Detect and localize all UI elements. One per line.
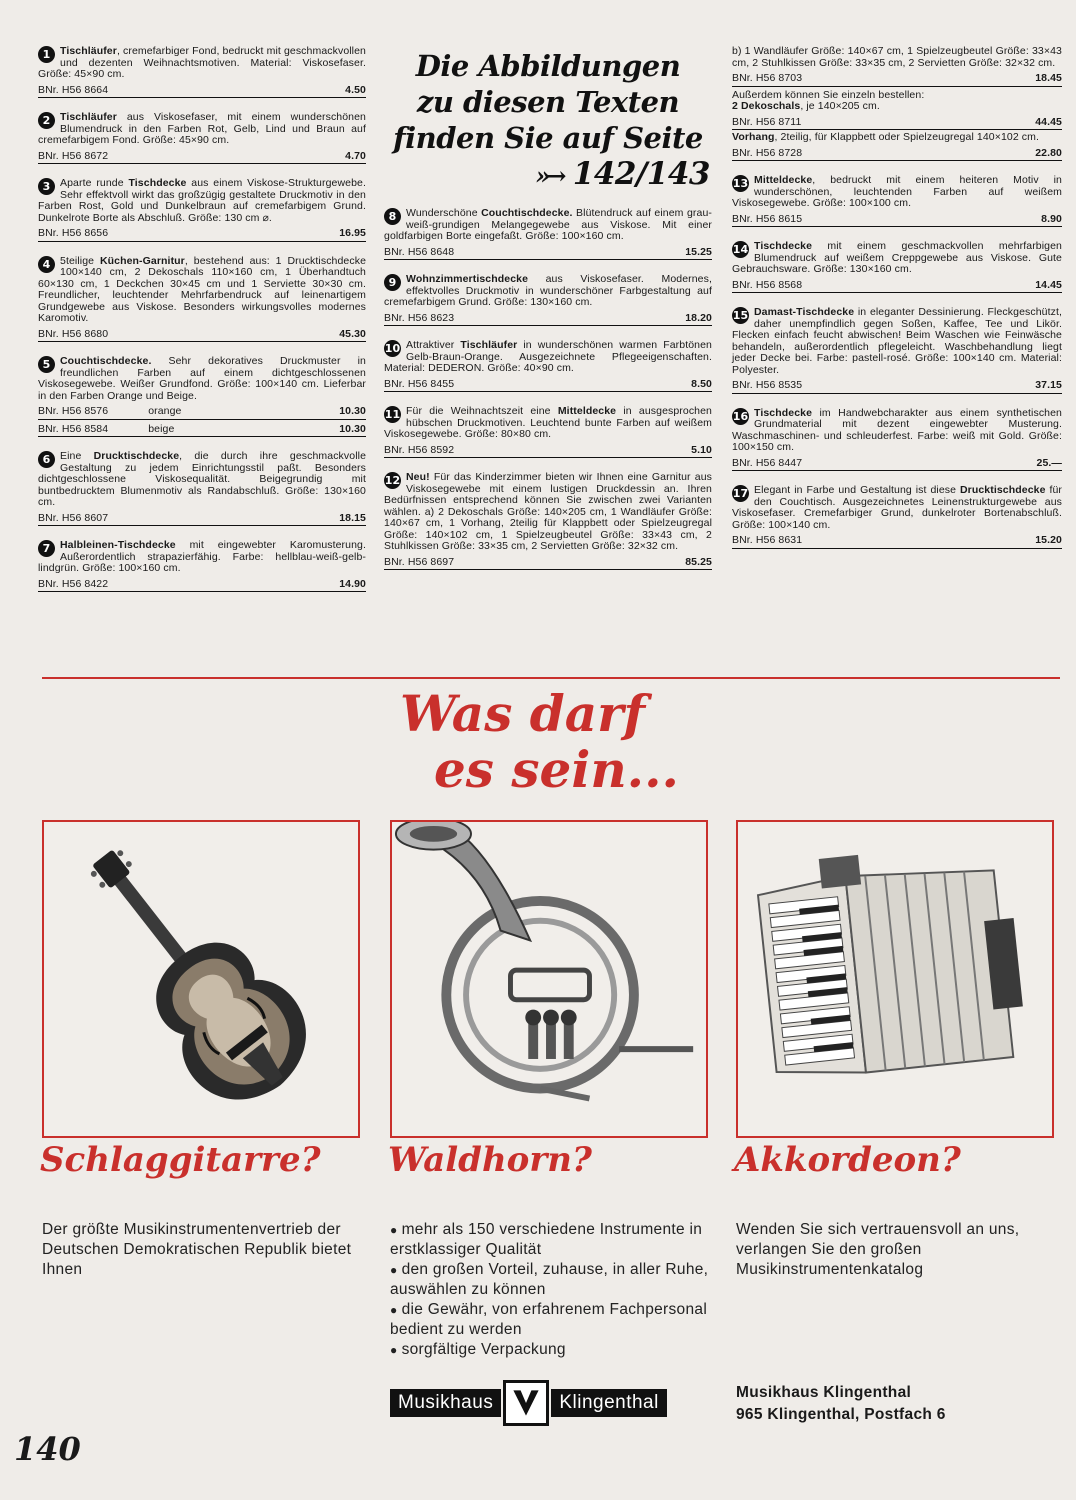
slogan-line-2: es sein...	[434, 740, 679, 799]
item-description	[732, 485, 1062, 531]
extra-note: Außerdem können Sie einzeln bestellen:	[732, 88, 925, 101]
price: 18.15	[339, 511, 366, 524]
item-description	[38, 356, 366, 402]
price: 25.—	[1036, 456, 1062, 469]
item-description	[384, 472, 712, 553]
item-title: Couchtischdecke.	[60, 355, 152, 367]
item-text: , bestehend aus: 1 Drucktischdecke 100×140 cm, 2 Dekoschals 110×160 cm, 1 Überhandtuch 60×130 cm, 1 Deckchen 30×45 cm und 1 Serviette 30×30 cm. Freundlicher, leuchtender Mehrfarbendruck auf leinenartigem Grundgewebe aus Viskose. Besonders wirkungsvolles modernes Karomotiv.	[38, 254, 367, 324]
item-description	[384, 406, 712, 441]
headline-line-1: Die Abbildungen	[415, 49, 681, 83]
item-title: Tischdecke	[754, 240, 813, 252]
item-text: in eleganter Dessinierung. Fleckgeschützt, daher unempfindlich gegen Soßen, Kaffee, Tee und Likör. Flecken einfach feucht abwischen! Beim Waschen wie Feinwäsche behandeln, außerordentlich pflegeleicht. Waschbehandlung liegt jeder Decke bei. Farbe: pastell-rosé. Größe: 100×140 cm. Material: Polyester.	[732, 306, 1062, 376]
benefit-item: ● sorgfältige Verpackung	[390, 1340, 720, 1360]
order-row	[732, 69, 1062, 87]
item-text: im Handwebcharakter aus einem synthetischen Grundmaterial mit dezent eingewebter Musterung. Waschmaschinen- und schleuderfest. Farbe: weiß mit Gold. Größe: 100×150 cm.	[732, 406, 1062, 453]
intro-text: Der größte Musikinstrumentenvertrieb der Deutschen Demokratischen Republik bietet Ihnen	[42, 1221, 352, 1278]
ad-slogan	[400, 686, 700, 798]
headline-line-3: finden Sie auf Seite	[393, 121, 703, 155]
logo-left-text: Musikhaus	[390, 1389, 501, 1417]
order-row	[38, 509, 366, 527]
item-text: in wunderschönen warmen Farbtönen Gelb-Braun-Orange. Ausgezeichnete Pflegeeigenschaften. Material: DEDERON. Größe: 40×90 cm.	[384, 339, 712, 374]
question-accordion: Akkordeon?	[734, 1140, 961, 1180]
order-row	[384, 309, 712, 327]
item-title: Küchen-Garnitur	[99, 254, 185, 267]
item-title: Tischläufer	[60, 111, 117, 123]
order-number: BNr. H56 8576	[38, 405, 109, 417]
price: 37.15	[1035, 379, 1062, 391]
item-number-badge: 13	[732, 177, 749, 190]
price: 10.30	[339, 405, 366, 417]
item-number-badge: 8	[384, 208, 401, 225]
price: 4.70	[345, 149, 366, 162]
item-text: mit eingewebter Karomusterung. Außerordentlich strapazierfähig. Farbe: hellblau-weiß-gelb-lindgrün. Größe: 100×160 cm.	[38, 539, 366, 574]
item-intro: Eine	[60, 450, 94, 462]
item-description	[732, 307, 1062, 376]
order-number: BNr. H56 8631	[732, 534, 803, 546]
question-horn: Waldhorn?	[388, 1140, 592, 1180]
item-number-badge: 14	[732, 243, 749, 256]
order-number: BNr. H56 8568	[732, 278, 803, 291]
order-number: BNr. H56 8664	[38, 83, 109, 96]
item-title: Wohnzimmertischdecke	[406, 273, 529, 285]
catalog-item	[732, 408, 1062, 472]
catalog-item	[732, 485, 1062, 549]
item-description	[38, 256, 366, 325]
order-row	[38, 224, 366, 242]
item-intro: Wunderschöne	[406, 207, 482, 219]
item-text: mit einem geschmackvollen mehrfarbigen Blumendruck auf weißem Creppgewebe aus Viskose. Gute Gebrauchsware. Größe: 130×160 cm.	[732, 240, 1062, 275]
benefit-item: ● den großen Vorteil, zuhause, in aller Ruhe, auswählen zu können	[390, 1260, 720, 1300]
item-number-badge: 2	[38, 112, 55, 129]
catalog-item	[384, 472, 712, 570]
price: 8.90	[1041, 212, 1062, 225]
item-description	[732, 175, 1062, 210]
item-number-badge: 5	[38, 356, 55, 373]
order-row	[38, 81, 366, 99]
price: 14.90	[339, 577, 366, 590]
catalog-item	[38, 256, 366, 343]
item-title: Mitteldecke	[754, 174, 813, 186]
price: 5.10	[691, 443, 712, 456]
benefits-list	[390, 1220, 720, 1360]
item-text: aus einem Viskose-Strukturgewebe. Sehr effektvoll wirkt das großzügig gestaltete Druckmotiv in den Farben Rost, Gold und Dunkelbraun auf cremefarbigem Grund. Dunkelrote Borte als Abschluß. Größe: 130 cm ⌀.	[38, 177, 366, 224]
question-guitar: Schlaggitarre?	[40, 1140, 321, 1180]
order-number: BNr. H56 8623	[384, 311, 455, 324]
item-title: Tischdecke	[128, 177, 187, 189]
item-title: Halbleinen-Tischdecke	[60, 539, 176, 551]
price: 45.30	[339, 327, 366, 340]
order-row	[38, 325, 366, 343]
benefit-item: ● mehr als 150 verschiedene Instrumente in erstklassiger Qualität	[390, 1220, 720, 1260]
item-title: Tischläufer	[460, 339, 518, 351]
order-row	[732, 276, 1062, 294]
order-number: BNr. H56 8703	[732, 72, 803, 84]
item-description	[732, 408, 1062, 454]
catalog-item	[38, 178, 366, 242]
catalog-item	[732, 175, 1062, 227]
item-number-badge: 9	[384, 274, 401, 291]
order-number: BNr. H56 8607	[38, 511, 109, 524]
item-number-badge: 12	[384, 474, 401, 487]
order-number: BNr. H56 8648	[384, 245, 455, 258]
price: 44.45	[1035, 115, 1062, 128]
order-row	[38, 575, 366, 593]
catalog-item	[732, 241, 1062, 293]
order-row	[732, 210, 1062, 228]
column-3	[732, 46, 1062, 563]
order-row	[732, 144, 1062, 162]
item-number-badge: 7	[38, 540, 55, 557]
guitar-image	[42, 820, 360, 1138]
catalog-item	[384, 406, 712, 458]
order-number: BNr. H56 8711	[732, 115, 802, 128]
price: 18.20	[685, 311, 712, 324]
catalog-item	[38, 451, 366, 526]
price: 16.95	[339, 227, 366, 239]
column-2-items	[384, 208, 712, 570]
order-row	[384, 243, 712, 261]
order-row	[38, 147, 366, 165]
vorhang-title: Vorhang	[732, 131, 775, 143]
item-description	[732, 241, 1062, 276]
order-number: BNr. H56 8680	[38, 327, 109, 340]
color-variant: beige	[148, 422, 175, 435]
item-text: Für das Kinderzimmer bieten wir Ihnen eine Garnitur aus Viskosegewebe mit einem lustigen Druckdessin an. Ihren Bedürfnissen entsprechend können Sie zwischen zwei Varianten wählen. a) 2 Dekoschals Größe: 140×205 cm, 1 Wandläufer Größe: 140×67 cm, 1 Vorhang, 2teilig für Klappbett oder Spielzeugregal Größe: 140×102 cm, 1 Spielzeugbeutel Größe: 33×43 cm, 2 Stuhlkissen Größe: 33×35 cm, 2 Servietten Größe: 32×32 cm.	[384, 471, 712, 552]
order-number: BNr. H56 8697	[384, 555, 455, 568]
item-text: , bedruckt mit einem heiteren Motiv in wunderschönen, leuchtenden Farben auf weißem Viskosegewebe. Größe: 100×100 cm.	[732, 174, 1062, 209]
item-number-badge: 4	[38, 256, 55, 273]
item-intro: Aparte runde	[60, 177, 129, 189]
item-number-badge: 6	[38, 451, 55, 468]
order-number: BNr. H56 8584	[38, 422, 109, 435]
order-row	[384, 553, 712, 571]
item-intro: Elegant in Farbe und Gestaltung ist diese	[754, 484, 960, 496]
item-text: in ausgesprochen hübschen Druckmotiven. Leuchtend bunte Farben auf weißem Viskosegewebe. Größe: 80×80 cm.	[384, 405, 712, 440]
catalog-item	[38, 112, 366, 164]
item-text: aus Viskosefaser. Modernes, effektvolles Druckmotiv in wunderschöner Farbgestaltung auf cremefarbigem Grund. Größe: 130×160 cm.	[384, 273, 712, 308]
item-description	[38, 178, 366, 224]
item-description	[38, 540, 366, 575]
order-number: BNr. H56 8447	[732, 456, 803, 469]
item-number-badge: 15	[732, 309, 749, 322]
order-row	[38, 402, 366, 420]
benefit-item: ● die Gewähr, von erfahrenem Fachpersonal bedient zu werden	[390, 1300, 720, 1340]
catalog-item	[38, 356, 366, 437]
item-title: Tischdecke	[754, 406, 813, 419]
item-title: Drucktischdecke	[959, 484, 1046, 496]
item-text: Blütendruck auf einem grau-weiß-grundigen Melangegewebe aus Viskose. Mit einer goldfarbigen Borte eingefaßt. Größe: 100×160 cm.	[384, 207, 713, 242]
item-number-badge: 10	[384, 342, 401, 355]
extra-text: , je 140×205 cm.	[800, 100, 880, 112]
item-title: Couchtischdecke.	[481, 207, 573, 219]
price: 15.25	[685, 245, 712, 258]
horn-image	[390, 820, 708, 1138]
order-row	[732, 531, 1062, 549]
item-title: Mitteldecke	[557, 405, 617, 417]
logo-right-text: Klingenthal	[551, 1389, 667, 1417]
extra-title: 2 Dekoschals	[732, 100, 801, 112]
price: 10.30	[339, 422, 366, 435]
price: 22.80	[1035, 146, 1062, 159]
item-title: Drucktischdecke	[93, 450, 180, 462]
price: 15.20	[1035, 534, 1062, 546]
item-title: Neu!	[406, 471, 430, 483]
catalog-item	[732, 307, 1062, 394]
item-text: , die durch ihre geschmackvolle Gestaltung zu jedem Einrichtungsstil paßt. Besonders dichtgeschlossene Viskosequalität. Beigegrundig mit buntbedrucktem Blumenmotiv als Randabschluß. Größe: 130×160 cm.	[38, 450, 367, 508]
page-number: 140	[14, 1430, 81, 1468]
item-title: Damast-Tischdecke	[754, 306, 855, 318]
item-text: Sehr dekoratives Druckmuster in freundlichen Farben auf einem dichtgeschlossenen Viskosegewebe. Weißer Grundfond. Größe: 100×140 cm. Lieferbar in den Farben Orange und Beige.	[38, 355, 366, 402]
item-text: aus Viskosefaser, mit einem wunderschönen Blumendruck in den Farben Rot, Gelb, Lind und Braun auf cremefarbigem Fond. Größe: 45×90 cm.	[38, 111, 366, 146]
catalog-item	[38, 540, 366, 592]
order-number: BNr. H56 8615	[732, 212, 803, 225]
item-number-badge: 11	[384, 408, 401, 421]
catalog-item	[384, 340, 712, 392]
item-12b-text: b) 1 Wandläufer Größe: 140×67 cm, 1 Spielzeugbeutel Größe: 33×43 cm, 2 Stuhlkissen Größe: 33×35 cm, 2 Servietten Größe: 32×32 cm.	[732, 45, 1062, 69]
address-line-1: Musikhaus Klingenthal	[736, 1384, 912, 1401]
item-12b	[732, 46, 1062, 161]
order-row	[384, 375, 712, 393]
headline-reference	[384, 48, 712, 194]
order-number: BNr. H56 8455	[384, 377, 455, 390]
contact-text: Wenden Sie sich vertrauensvoll an uns, verlangen Sie den großen Musikinstrumentenkatalog	[736, 1221, 1020, 1278]
color-variant: orange	[148, 405, 182, 417]
item-number-badge: 1	[38, 46, 55, 63]
vorhang-text: , 2teilig, für Klappbett oder Spielzeugregal 140×102 cm.	[774, 131, 1039, 143]
order-number: BNr. H56 8592	[384, 443, 455, 456]
item-number-badge: 3	[38, 178, 55, 195]
column-3-items	[732, 175, 1062, 549]
catalog-item	[384, 274, 712, 326]
item-intro: 5teilige	[60, 254, 100, 267]
column-2	[384, 46, 712, 584]
order-number: BNr. H56 8672	[38, 149, 109, 162]
item-text: für den Couchtisch. Ausgezeichnetes Leinenstrukturgewebe aus Viskosefaser. Cremefarbiger Grund, dunkelroter Bortenabschluß. Größe: 100×140 cm.	[732, 484, 1062, 531]
item-intro: Für die Weihnachtszeit eine	[406, 405, 558, 417]
address	[736, 1382, 946, 1426]
divider-line	[42, 677, 1060, 679]
item-title: Tischläufer	[60, 45, 117, 57]
item-description	[38, 451, 366, 509]
item-description	[384, 340, 712, 375]
musikhaus-logo	[390, 1380, 667, 1426]
order-number: BNr. H56 8728	[732, 146, 803, 159]
catalog-item	[38, 46, 366, 98]
order-row	[732, 454, 1062, 472]
catalog-item	[384, 208, 712, 260]
order-number: BNr. H56 8535	[732, 379, 803, 391]
column-1	[38, 46, 366, 606]
headline-line-2: zu diesen Texten	[416, 85, 680, 119]
page-reference: 142/143	[572, 156, 710, 192]
item-number-badge: 17	[732, 487, 749, 500]
slogan-line-1: Was darf	[400, 684, 645, 743]
item-description	[384, 208, 712, 243]
price: 8.50	[691, 377, 712, 390]
order-number: BNr. H56 8422	[38, 577, 109, 590]
order-row	[38, 420, 366, 438]
price: 18.45	[1035, 72, 1062, 84]
logo-v-icon	[503, 1380, 549, 1426]
order-row	[732, 113, 1062, 131]
order-row	[384, 441, 712, 459]
accordion-image	[736, 820, 1054, 1138]
item-intro: Attraktiver	[406, 339, 461, 351]
item-description	[38, 46, 366, 81]
item-number-badge: 16	[732, 409, 749, 423]
price: 14.45	[1035, 278, 1062, 291]
order-row	[732, 376, 1062, 394]
order-number: BNr. H56 8656	[38, 227, 109, 239]
headline-pages	[384, 156, 712, 194]
arrow-icon: »→	[535, 161, 563, 190]
address-line-2: 965 Klingenthal, Postfach 6	[736, 1406, 946, 1423]
item-description	[384, 274, 712, 309]
price: 4.50	[345, 83, 366, 96]
item-description	[38, 112, 366, 147]
price: 85.25	[685, 555, 712, 568]
item-text: , cremefarbiger Fond, bedruckt mit geschmackvollen und dezenten Weihnachtsmotiven. Material: Viskosefaser. Größe: 45×90 cm.	[38, 45, 366, 80]
